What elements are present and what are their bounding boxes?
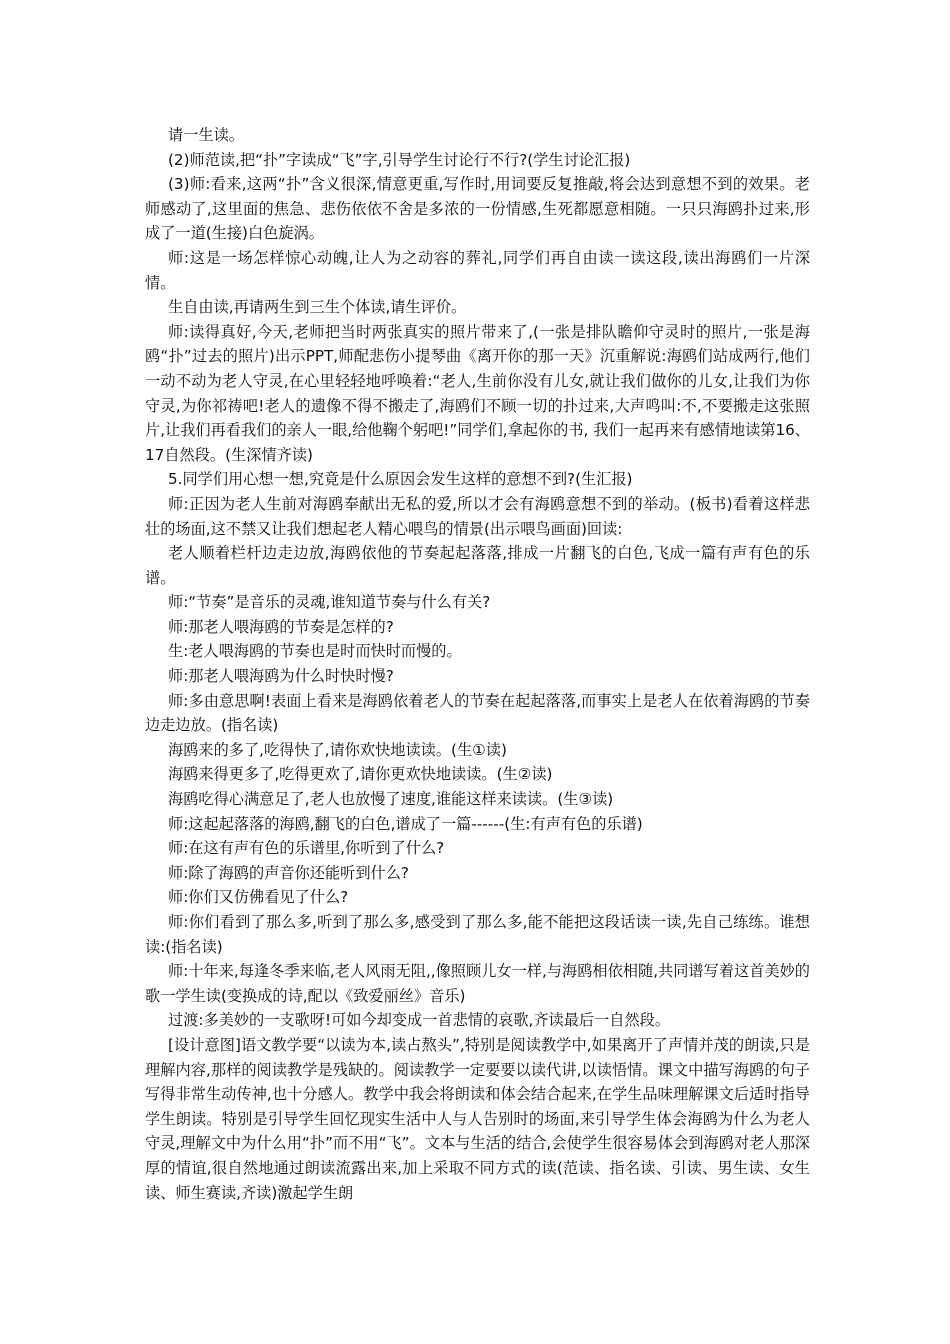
paragraph: 过渡:多美妙的一支歌呀!可如今却变成一首悲情的哀歌,齐读最后一自然段。 [168, 1011, 671, 1030]
paragraph: (2)师范读,把“扑”字读成“飞”字,引导学生讨论行不行?(学生讨论汇报) [168, 150, 631, 169]
paragraph: 师:在这有声有色的乐谱里,你听到了什么? [168, 839, 445, 858]
paragraph: 请一生读。 [168, 126, 244, 144]
paragraph: 师:那老人喂海鸥的节奏是怎样的? [168, 617, 394, 636]
paragraph: 生:老人喂海鸥的节奏也是时而快时而慢的。 [168, 642, 462, 661]
paragraph: 5.同学们用心想一想,究竟是什么原因会发生这样的意想不到?(生汇报) [168, 470, 633, 489]
paragraph: 生自由读,再请两生到三生个体读,请生评价。 [168, 298, 467, 317]
document-page [145, 123, 810, 1205]
paragraph: 师:读得真好,今天,老师把当时两张真实的照片带来了,(一张是排队瞻仰守灵时的照片,一张是海鸥“扑”过去的照片)出示PPT,师配悲伤小提琴曲《离开你的那一天》沉重解说:海鸥们站成两行,他们一动不动为老人守灵,在心里轻轻地呼唤着:“老人,生前你没有儿女,就让我们做你的儿女,让我们为你守灵,为你祁祷吧!老人的遗像不得不搬走了,海鸥们不顾一切的扑过来,大声鸣叫:不,不要搬走这张照片,让我们再看我们的亲人一眼,给他鞠个躬吧!”同学们,拿起你的书, 我们一起再来有感情地读第16、17自然段。(生深情齐读) [145, 322, 810, 464]
paragraph: 海鸥来的多了,吃得快了,请你欢快地读读。(生①读) [168, 740, 507, 759]
paragraph: 师:“节奏”是音乐的灵魂,谁知道节奏与什么有关? [168, 593, 491, 612]
paragraph: 海鸥吃得心满意足了,老人也放慢了速度,谁能这样来读读。(生③读) [168, 790, 614, 809]
paragraph: 师:这起起落落的海鸥,翻飞的白色,谱成了一篇------(生:有声有色的乐谱) [168, 814, 643, 833]
paragraph: 师:十年来,每逢冬季来临,老人风雨无阻,,像照顾儿女一样,与海鸥相依相随,共同谱写着这首美妙的歌一学生读(变换成的诗,配以《致爱丽丝》音乐) [145, 962, 810, 1005]
paragraph: 师:你们又仿佛看见了什么? [168, 888, 349, 907]
paragraph: 师:多由意思啊!表面上看来是海鸥依着老人的节奏在起起落落,而事实上是老人在依着海鸥的节奏边走边放。(指名读) [145, 691, 810, 735]
paragraph: 师:除了海鸥的声音你还能听到什么? [168, 863, 409, 882]
paragraph: 老人顺着栏杆边走边放,海鸥依他的节奏起起落落,排成一片翻飞的白色,飞成一篇有声有色的乐谱。 [145, 544, 810, 587]
paragraph: (3)师:看来,这两“扑”含义很深,情意更重,写作时,用词要反复推敲,将会达到意想不到的效果。老师感动了,这里面的焦急、悲伤依依不舍是多浓的一份情感,生死都愿意相随。一只只海鸥扑过来,形成了一道(生接)白色旋涡。 [145, 175, 810, 243]
paragraph: 师:这是一场怎样惊心动魄,让人为之动容的葬礼,同学们再自由读一读这段,读出海鸥们一片深情。 [145, 248, 810, 292]
paragraph: [设计意图]语文教学要“以读为本,读占熬头”,特别是阅读教学中,如果离开了声情并茂的朗读,只是理解内容,那样的阅读教学是残缺的。阅读教学一定要要以读代讲,以读悟情。课文中描写海鸥的句子写得非常生动传神,也十分感人。教学中我会将朗读和体会结合起来,在学生品味理解课文后适时指导学生朗读。特别是引导学生回忆现实生活中人与人告别时的场面,来引导学生体会海鸥为什么为老人守灵,理解文中为什么用“扑”而不用“飞”。文本与生活的结合,会使学生很容易体会到海鸥对老人那深厚的情谊,很自然地通过朗读流露出来,加上采取不同方式的读(范读、指名读、引读、男生读、女生读、师生赛读,齐读)激起学生朗 [145, 1035, 810, 1202]
paragraph: 师:那老人喂海鸥为什么时快时慢? [168, 667, 394, 686]
paragraph: 师:正因为老人生前对海鸥奉献出无私的爱,所以才会有海鸥意想不到的举动。(板书)看着这样悲壮的场面,这不禁又让我们想起老人精心喂鸟的情景(出示喂鸟画面)回读: [145, 494, 810, 538]
paragraph: 海鸥来得更多了,吃得更欢了,请你更欢快地读读。(生②读) [168, 765, 553, 784]
paragraph: 师:你们看到了那么多,听到了那么多,感受到了那么多,能不能把这段话读一读,先自己练练。谁想读:(指名读) [145, 913, 810, 956]
